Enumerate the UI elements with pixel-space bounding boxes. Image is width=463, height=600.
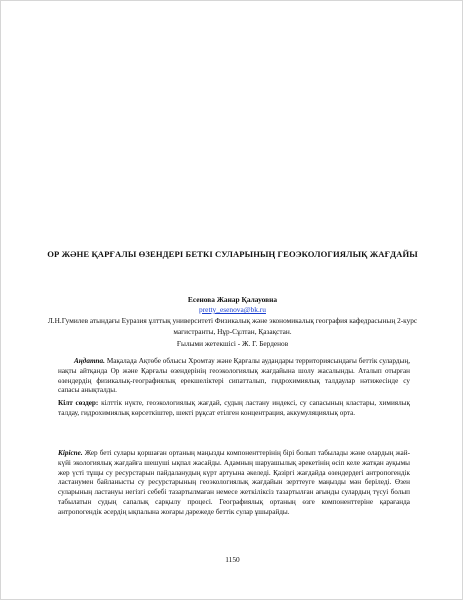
author-email-link[interactable]: pretty_esenova@bk.ru xyxy=(199,305,266,314)
introduction-paragraph xyxy=(58,449,410,518)
page-number: 1150 xyxy=(225,555,240,564)
keywords-label: Кілт сөздер: xyxy=(58,399,99,407)
introduction-text: Жер беті сулары қоршаған ортаның маңызды компоненттерінің бірі болып табылады және олардың жай-күйі экологиялық жағдайға шешуші ықпал жасайды. Адамның шаруашылық әрекетінің өсіп келе жатқан ауқымы жер үсті тұщы су ресурстарын пайдаланудың күрт артуына әкеледі. Қазіргі жағдайда өзендердегі антропогендік ластанумен байланысты су ресурстарының геоэкологиялық жағдайын зерттеуге маңызды мән беріледі. Өзен суларының ластануы негізгі себебі тазартылмаған немесе жеткіліксіз тазартылған ағынды сулардың түсуі болып табылатын судың сапалық сарқылу процесі. Географиялық ортаның өзге компоненттеріне қарағанда антропогендік әсердің ықпалына жоғары дәрежеде беттік сулар ұшырайды. xyxy=(58,449,410,516)
keywords-text: кілттік нүкте, геоэкологиялық жағдай, судың ластану индексі, су сапасының кластары, химиялық талдау, гидрохимиялық көрсеткіштер, шекті рұқсат етілген концентрация, аккумуляциялық орта. xyxy=(58,399,410,417)
paper-title: ОР ЖӘНЕ ҚАРҒАЛЫ ӨЗЕНДЕРІ БЕТКІ СУЛАРЫНЫҢ ГЕОЭКОЛОГИЯЛЫҚ ЖАҒДАЙЫ xyxy=(47,249,418,259)
abstract-paragraph xyxy=(58,357,410,396)
abstract-text: Мақалада Ақтөбе облысы Хромтау және Қарғалы аудандары территориясындағы беттік сулардың, нақты айтқанда Ор және Қарғалы өзендерінің геоэкологиялық жағдайына шолу жасалынды. Аталып отырған өзендердің физикалық-географиялық ерекшеліктері сипатталып, гидрохимиялық талдаулар нәтижесінде су сапасы анықталды. xyxy=(58,357,410,395)
keywords-paragraph xyxy=(58,399,410,419)
author-name: Есенова Жанар Қалауовна xyxy=(187,295,278,304)
abstract-label: Аңдатпа. xyxy=(74,357,105,365)
scientific-advisor: Ғылыми жетекшісі - Ж. Г. Берденов xyxy=(176,339,289,348)
introduction-label: Кіріспе. xyxy=(58,449,83,457)
author-affiliation: Л.Н.Гумилев атындағы Еуразия ұлттық университеті Физикалық және экономикалық география кафедрасының 2-курс магистранты, Нұр-Сұлтан, Қазақстан. xyxy=(47,316,418,336)
